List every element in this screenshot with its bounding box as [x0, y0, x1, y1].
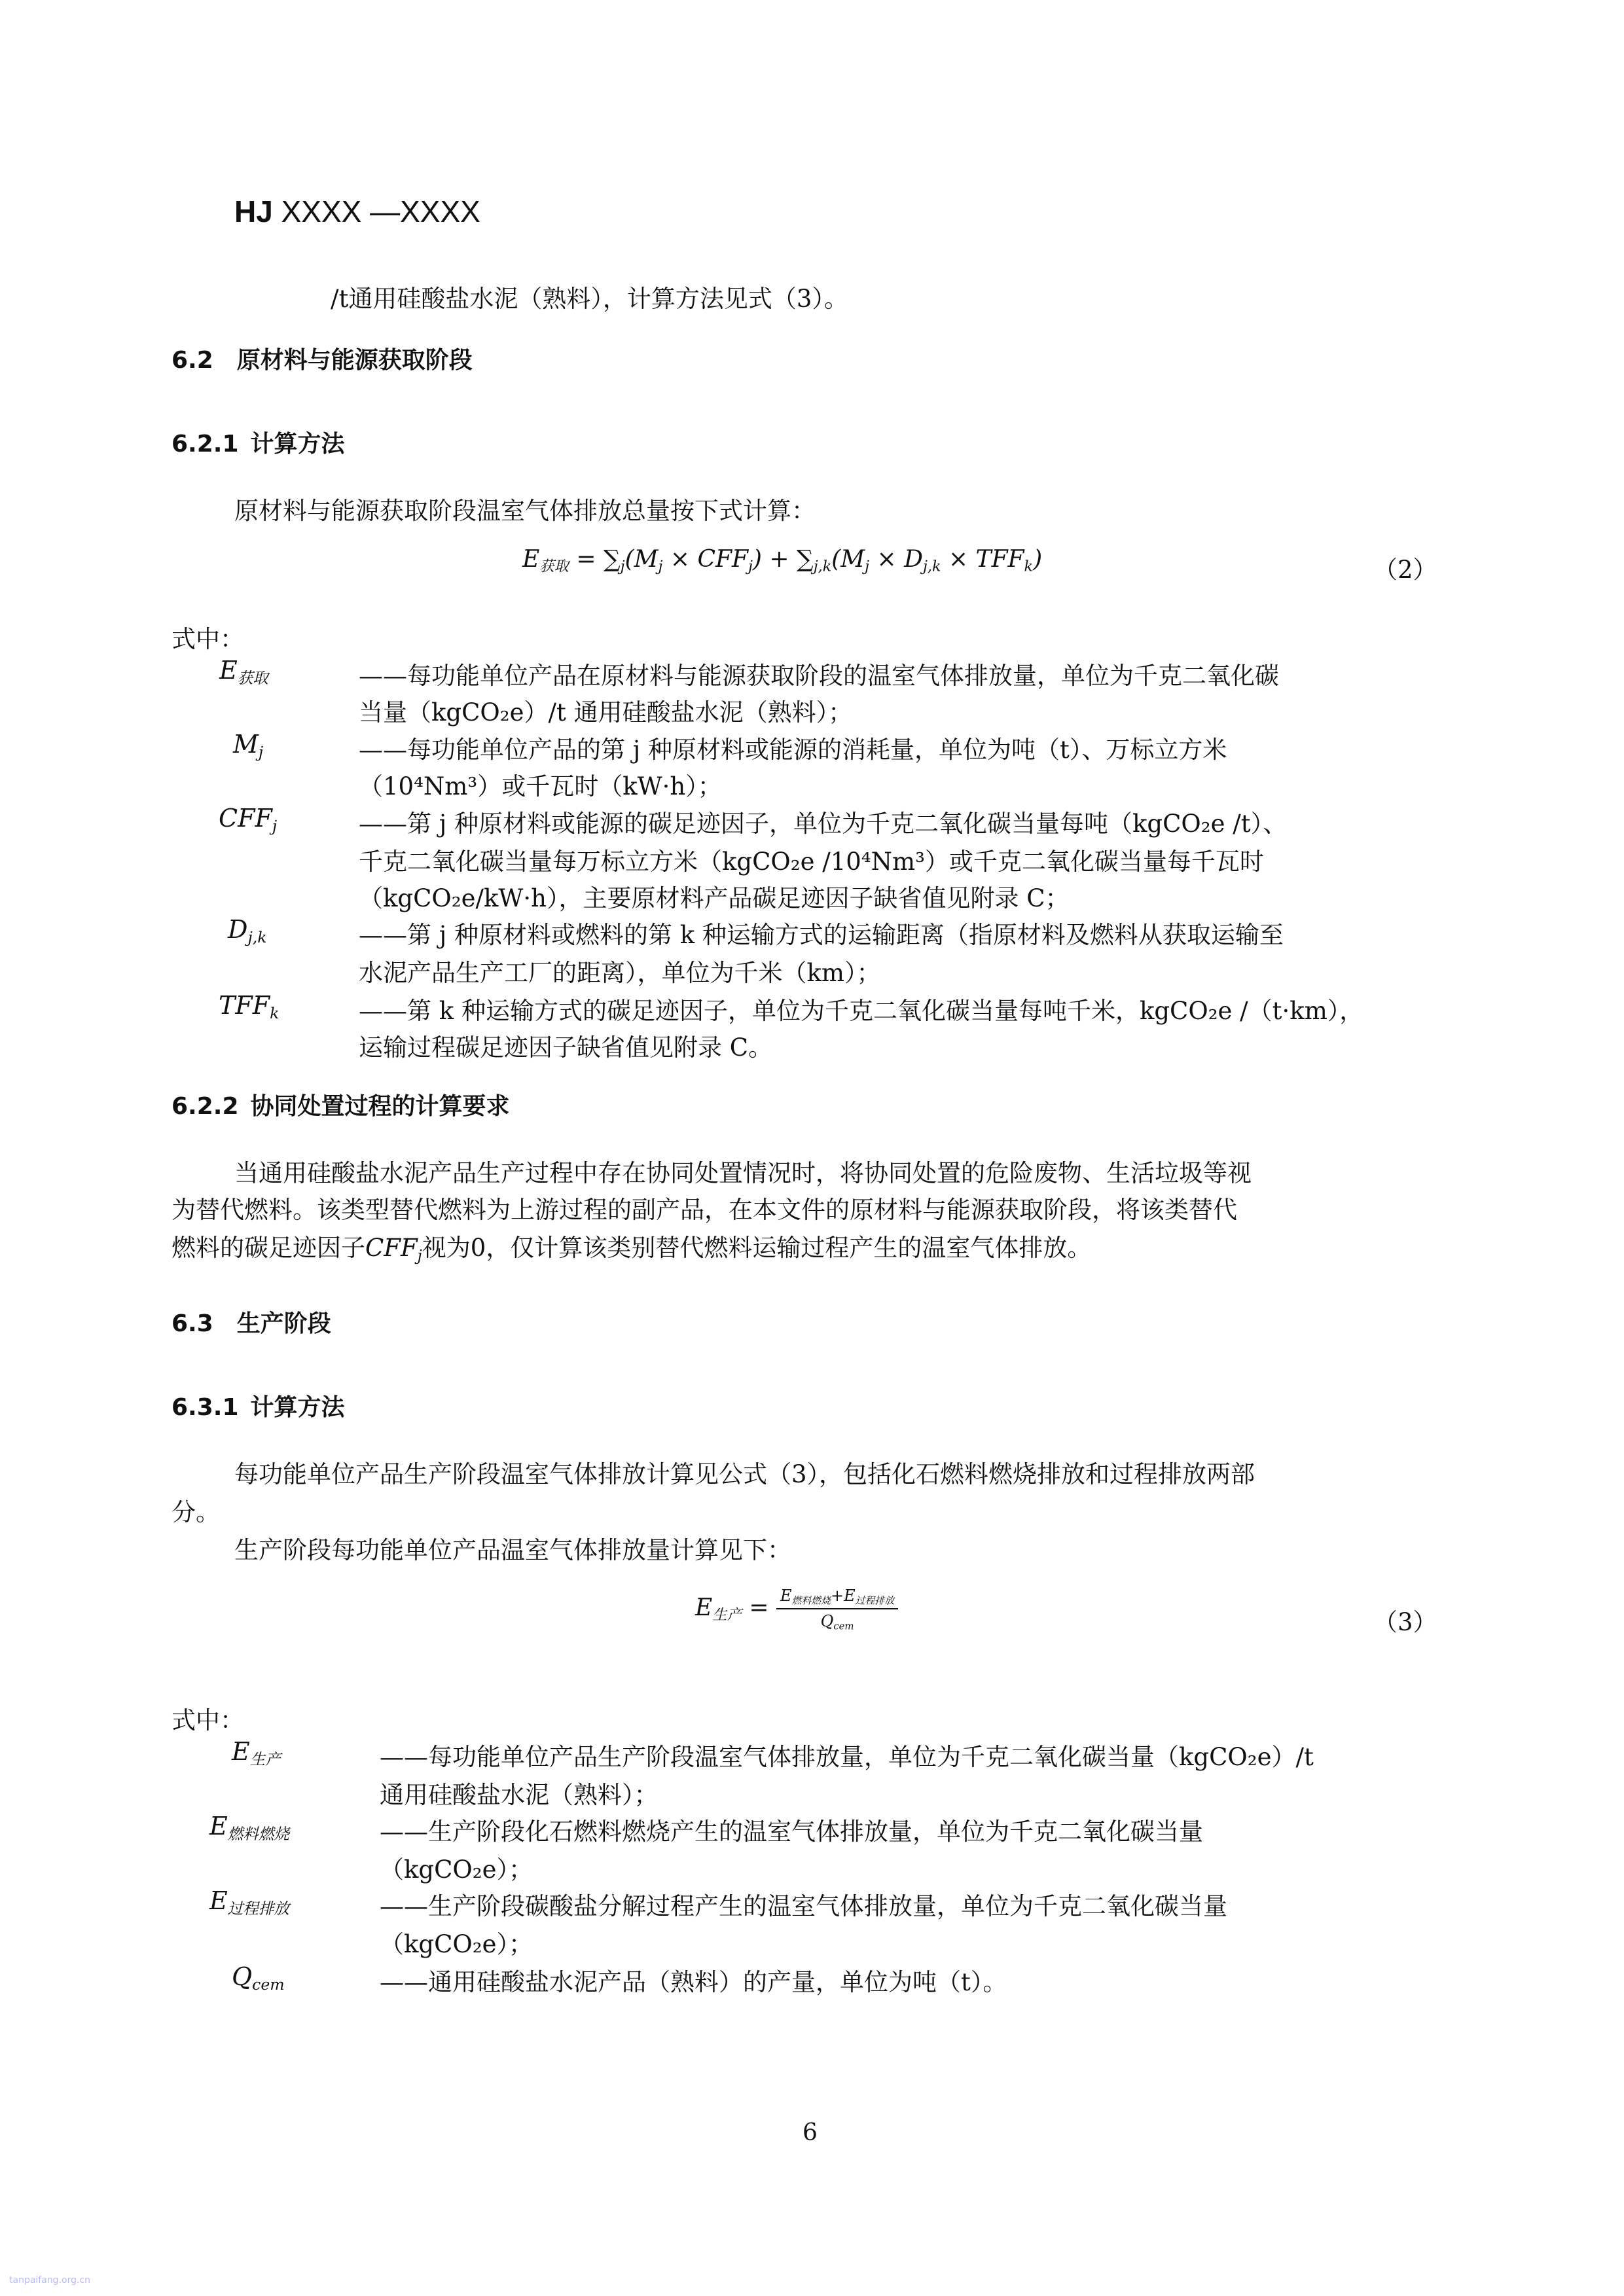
page-number: 6	[803, 2119, 818, 2146]
def-line: ——第 j 种原材料或能源的碳足迹因子，单位为千克二氧化碳当量每吨（kgCO₂e /t）、	[359, 810, 1288, 838]
equation-2-number: （2）	[1373, 556, 1437, 584]
def-line: （kgCO₂e）；	[380, 1856, 533, 1884]
def-line: ——每功能单位产品的第 j 种原材料或能源的消耗量，单位为吨（t）、万标立方米	[359, 736, 1227, 764]
def-line: ——生产阶段化石燃料燃烧产生的温室气体排放量，单位为千克二氧化碳当量	[380, 1818, 1203, 1846]
section-6-2-heading: 6.2 原材料与能源获取阶段	[171, 347, 473, 374]
def-line: （kgCO₂e）；	[380, 1930, 533, 1958]
def-line: ——生产阶段碳酸盐分解过程产生的温室气体排放量，单位为千克二氧化碳当量	[380, 1892, 1227, 1920]
def-line: 通用硅酸盐水泥（熟料）；	[380, 1781, 659, 1809]
def-symbol-e-fuel: $E_{燃料燃烧}$	[209, 1812, 289, 1844]
def-line: ——第 k 种运输方式的碳足迹因子，单位为千克二氧化碳当量每吨千米，kgCO₂e /（t·km），	[359, 997, 1364, 1025]
def-line: 当量（kgCO₂e）/t 通用硅酸盐水泥（熟料）；	[359, 698, 853, 726]
section-6-3-1-heading: 6.3.1 计算方法	[171, 1394, 345, 1421]
section-6-3-heading: 6.3 生产阶段	[171, 1310, 331, 1337]
def-line: （10⁴Nm³）或千瓦时（kW·h）；	[359, 772, 722, 800]
where-label-2: 式中：	[171, 1706, 244, 1734]
def-symbol-d-jk: $D_{j,k}$	[228, 915, 267, 947]
intro-line: /t通用硅酸盐水泥（熟料），计算方法见式（3）。	[331, 285, 848, 313]
paragraph-6-3-1-line: 每功能单位产品生产阶段温室气体排放计算见公式（3），包括化石燃料燃烧排放和过程排放两部	[234, 1460, 1255, 1488]
def-symbol-tff-k: $TFF_k$	[219, 991, 280, 1023]
def-line: ——每功能单位产品在原材料与能源获取阶段的温室气体排放量，单位为千克二氧化碳	[359, 662, 1279, 690]
equation-2: $E_{获取} = \sum_j(M_j \times CFF_j) + \sum_{j,k}(M_j \times D_{j,k} \times TFF_k)$	[522, 546, 1043, 575]
where-label-1: 式中：	[171, 625, 244, 653]
paragraph-6-2-2-line: 为替代燃料。该类型替代燃料为上游过程的副产品，在本文件的原材料与能源获取阶段，将该类替代	[171, 1196, 1237, 1224]
def-symbol-m-j: $M_j$	[233, 730, 264, 762]
equation-3: $E_{生产}$ = $\frac{E_{燃料燃烧}+E_{过程排放}}{Q_{cem}}$	[695, 1587, 898, 1632]
section-6-2-2-heading: 6.2.2 协同处置过程的计算要求	[171, 1093, 510, 1120]
equation-3-fraction: $\frac{E_{燃料燃烧}+E_{过程排放}}{Q_{cem}}$	[776, 1587, 898, 1632]
paragraph-6-2-2-line: 燃料的碳足迹因子$CFF_j$视为0，仅计算该类别替代燃料运输过程产生的温室气体排放。	[171, 1234, 1092, 1265]
def-symbol-e-acquire: $E_{获取}$	[219, 656, 268, 688]
def-symbol-e-production: $E_{生产}$	[232, 1737, 281, 1769]
paragraph-6-2-1: 原材料与能源获取阶段温室气体排放总量按下式计算：	[234, 497, 816, 525]
def-line: 水泥产品生产工厂的距离），单位为千米（km）；	[359, 959, 881, 987]
def-symbol-e-process: $E_{过程排放}$	[209, 1886, 289, 1918]
paragraph-6-3-1-line: 分。	[171, 1498, 220, 1526]
paragraph-6-2-2-line: 当通用硅酸盐水泥产品生产过程中存在协同处置情况时，将协同处置的危险废物、生活垃圾等视	[234, 1159, 1252, 1187]
def-line: 千克二氧化碳当量每万标立方米（kgCO₂e /10⁴Nm³）或千克二氧化碳当量每千瓦时	[359, 848, 1264, 876]
def-line: （kgCO₂e/kW·h），主要原材料产品碳足迹因子缺省值见附录 C；	[359, 884, 1070, 912]
equation-3-number: （3）	[1373, 1608, 1437, 1636]
def-symbol-q-cem: $Q_{cem}$	[232, 1962, 285, 1994]
def-line: ——通用硅酸盐水泥产品（熟料）的产量，单位为吨（t）。	[380, 1968, 1007, 1996]
watermark: tanpaifang.org.cn	[9, 2275, 90, 2286]
def-symbol-cff-j: $CFF_j$	[219, 804, 278, 836]
paragraph-6-3-1-line: 生产阶段每功能单位产品温室气体排放量计算见下：	[234, 1536, 791, 1564]
def-line: ——第 j 种原材料或燃料的第 k 种运输方式的运输距离（指原材料及燃料从获取运输至	[359, 921, 1284, 949]
document-code: HJ XXXX —XXXX	[234, 194, 480, 228]
def-line: 运输过程碳足迹因子缺省值见附录 C。	[359, 1033, 773, 1062]
def-line: ——每功能单位产品生产阶段温室气体排放量，单位为千克二氧化碳当量（kgCO₂e）/t	[380, 1743, 1314, 1771]
section-6-2-1-heading: 6.2.1 计算方法	[171, 431, 345, 457]
